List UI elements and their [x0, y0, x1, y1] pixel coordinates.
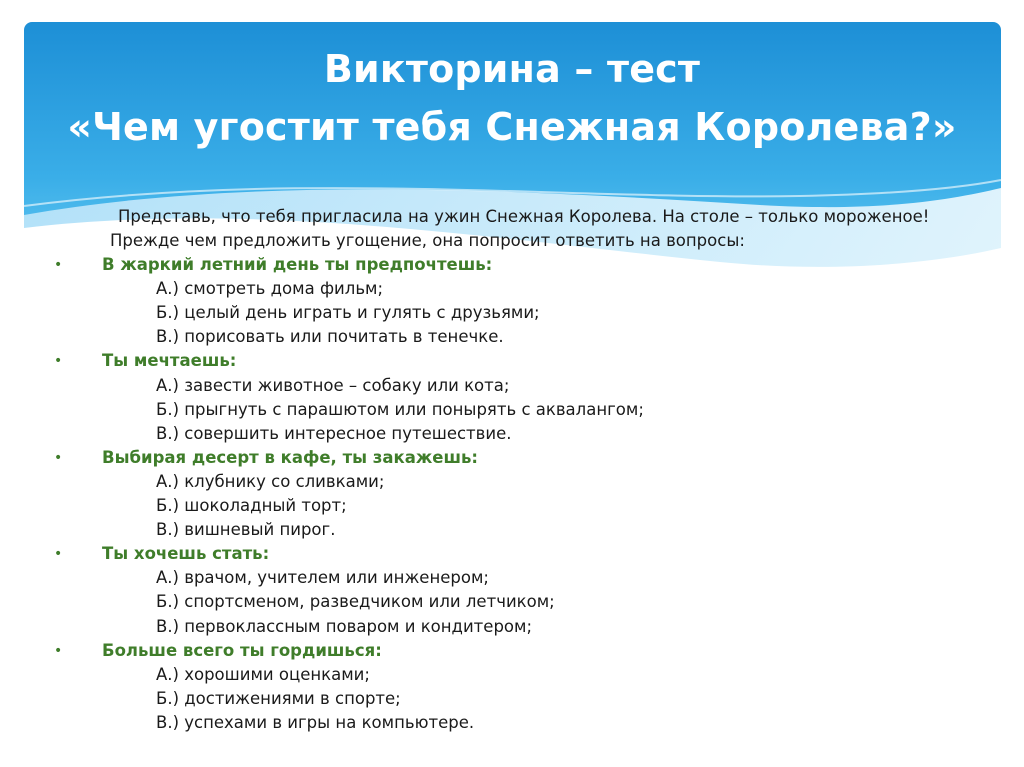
answer-option: Б.) шоколадный торт; — [156, 496, 347, 515]
answer-option: В.) вишневый пирог. — [156, 520, 336, 540]
answer-option: А.) завести животное – собаку или кота; — [156, 375, 510, 395]
page-title — [24, 40, 1000, 156]
intro-line-2: Прежде чем предложить угощение, она попросит ответить на вопросы: — [110, 231, 745, 250]
intro-line-1: Представь, что тебя пригласила на ужин Снежная Королева. На столе – только мороженое! — [118, 207, 930, 226]
answer-option: Б.) спортсменом, разведчиком или летчиком; — [156, 592, 555, 612]
question-3: Выбирая десерт в кафе, ты закажешь: — [102, 447, 479, 467]
bullet-icon: • — [54, 257, 63, 273]
answer-option: А.) смотреть дома фильм; — [156, 279, 384, 299]
answer-option: В.) первоклассным поваром и кондитером; — [156, 616, 533, 636]
question-2: Ты мечтаешь: — [102, 351, 237, 371]
question-5: Больше всего ты гордишься: — [102, 640, 382, 660]
title-line-2: «Чем угостит тебя Снежная Королева?» — [67, 105, 957, 149]
answer-option: В.) порисовать или почитать в тенечке. — [156, 327, 504, 347]
answer-option: В.) совершить интересное путешествие. — [156, 423, 512, 443]
bullet-icon: • — [54, 353, 63, 370]
bullet-icon: • — [54, 449, 63, 466]
bullet-icon: • — [54, 642, 63, 659]
question-4: Ты хочешь стать: — [102, 544, 270, 564]
bullet-icon: • — [54, 546, 63, 563]
question-1: В жаркий летний день ты предпочтешь: — [102, 255, 493, 274]
answer-option: А.) врачом, учителем или инженером; — [156, 568, 489, 588]
answer-option: А.) хорошими оценками; — [156, 664, 370, 684]
answer-option: А.) клубнику со сливками; — [156, 471, 385, 491]
answer-option: В.) успехами в игры на компьютере. — [156, 712, 475, 732]
answer-option: Б.) прыгнуть с парашютом или понырять с аквалангом; — [156, 399, 644, 419]
answer-option: Б.) целый день играть и гулять с друзьями; — [156, 303, 540, 323]
title-line-1: Викторина – тест — [323, 47, 701, 91]
answer-option: Б.) достижениями в спорте; — [156, 688, 401, 708]
